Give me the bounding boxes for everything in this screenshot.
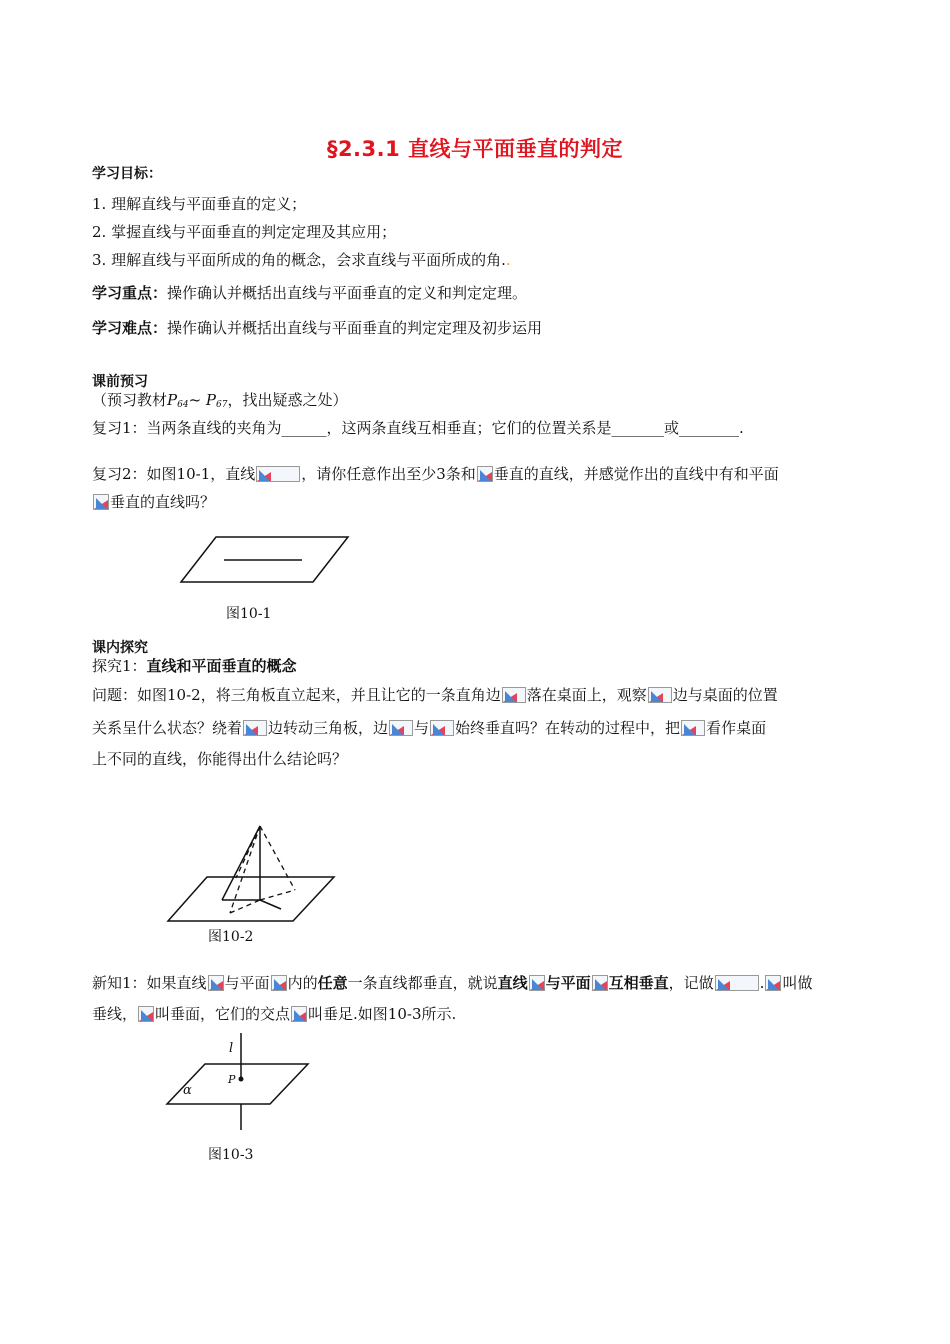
key-point-text: 操作确认并概括出直线与平面垂直的定义和判定定理。	[167, 284, 528, 302]
question-line3: 上不同的直线，你能得出什么结论吗？	[92, 750, 348, 768]
new-knowledge-text: 叫垂面，它们的交点	[155, 1005, 291, 1023]
explore-heading: 课内探究	[92, 640, 148, 656]
question-text: 看作桌面	[706, 719, 767, 737]
new-knowledge-text: .	[759, 974, 765, 992]
review-2-text: 复习2：如图10-1，直线	[92, 465, 256, 483]
new-knowledge-emphasis: 与平面	[545, 974, 591, 992]
review-1: 复习1：当两条直线的夹角为______，这两条直线互相垂直；它们的位置关系是_______或________.	[92, 419, 744, 437]
new-knowledge-text: 叫做	[782, 974, 813, 992]
question-text: 问题：如图10-2，将三角板直立起来，并且让它的一条直角边	[92, 686, 501, 704]
figure-10-1-caption: 图10-1	[226, 606, 272, 622]
label-p: P	[228, 1073, 236, 1086]
objective-item: 1. 理解直线与平面垂直的定义；	[92, 195, 307, 213]
new-knowledge-text: ，记做	[668, 974, 714, 992]
new-knowledge-emphasis: 互相垂直	[608, 974, 669, 992]
key-point-label: 学习重点：	[92, 284, 168, 302]
new-knowledge-emphasis: 任意	[317, 974, 348, 992]
question-text: 落在桌面上，观察	[526, 686, 647, 704]
new-knowledge-text: 与平面	[224, 974, 270, 992]
dot-mark-icon: .	[505, 251, 511, 269]
label-l: l	[229, 1041, 234, 1056]
objective-item-text: 3. 理解直线与平面所成的角的概念，会求直线与平面所成的角.	[92, 251, 506, 269]
question-text: 始终垂直吗？在转动的过程中，把	[455, 719, 681, 737]
explore-1-subject: 直线和平面垂直的概念	[146, 657, 297, 675]
difficulty-label: 学习难点：	[92, 319, 168, 337]
tilde-sign: ~	[188, 391, 202, 409]
review-2-text: 垂直的直线，并感觉作出的直线中有和平面	[493, 465, 779, 483]
preview-heading: 课前预习	[92, 374, 148, 390]
new-knowledge-text: 叫垂足.如图10-3所示.	[308, 1005, 457, 1023]
new-knowledge-text: 新知1：如果直线	[92, 974, 207, 992]
new-knowledge-emphasis: 直线	[497, 974, 528, 992]
objectives-heading: 学习目标：	[92, 166, 162, 182]
figure-10-3-caption: 图10-3	[208, 1147, 254, 1163]
figure-10-2-caption: 图10-2	[208, 929, 254, 945]
label-alpha: α	[183, 1083, 192, 1098]
question-text: 边与桌面的位置	[672, 686, 778, 704]
new-knowledge-text: 内的	[287, 974, 318, 992]
page-ref-sub: 67	[216, 400, 228, 410]
preview-note-suffix: ，找出疑惑之处）	[227, 391, 348, 409]
objective-item: 2. 掌握直线与平面垂直的判定定理及其应用；	[92, 223, 397, 241]
question-text: 与	[414, 719, 430, 737]
page-title: §2.3.1 直线与平面垂直的判定	[326, 137, 624, 161]
preview-note-prefix: （预习教材	[92, 391, 168, 409]
question-text: 边转动三角板，边	[268, 719, 389, 737]
question-text: 关系呈什么状态？绕着	[92, 719, 243, 737]
difficulty-text: 操作确认并概括出直线与平面垂直的判定定理及初步运用	[167, 319, 543, 337]
foot-point	[239, 1077, 244, 1082]
page-ref-sub: 64	[177, 400, 189, 410]
review-2-text: 垂直的直线吗？	[110, 493, 216, 511]
page-ref-p: P	[205, 391, 217, 409]
review-2-text: ，请你任意作出至少3条和	[301, 465, 476, 483]
page-ref-p: P	[167, 391, 178, 409]
explore-1-label: 探究1：	[92, 657, 147, 675]
new-knowledge-text: 一条直线都垂直，就说	[347, 974, 498, 992]
new-knowledge-text: 垂线，	[92, 1005, 138, 1023]
